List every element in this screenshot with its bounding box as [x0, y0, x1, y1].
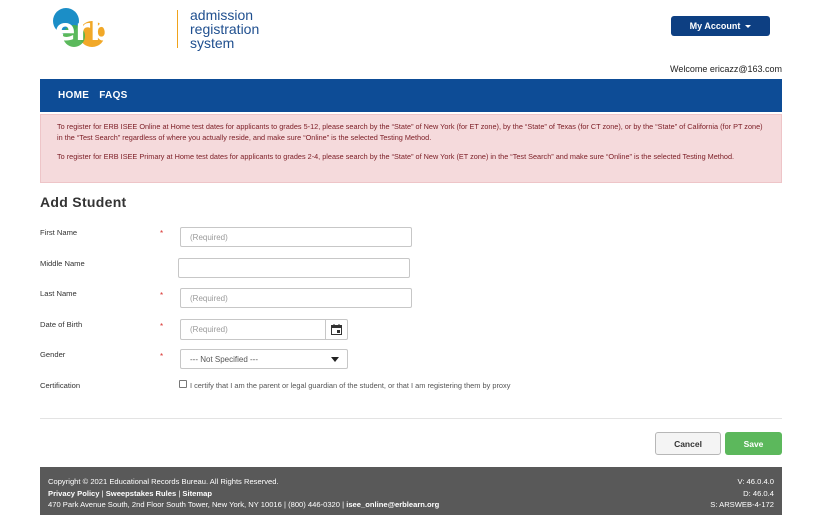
save-button[interactable]: Save — [725, 432, 782, 455]
logo-title-line: system — [190, 35, 235, 51]
sitemap-link[interactable]: Sitemap — [182, 488, 212, 498]
version-line: S: ARSWEB-4-172 — [710, 500, 774, 509]
logo-title — [190, 8, 259, 50]
footer-address — [48, 499, 774, 511]
required-marker: * — [160, 229, 164, 238]
required-marker: * — [160, 322, 164, 331]
page-title: Add Student — [40, 194, 127, 210]
main-navbar — [40, 79, 782, 112]
first-name-input[interactable]: (Required) — [180, 227, 412, 247]
last-name-input[interactable]: (Required) — [180, 288, 412, 308]
form-divider — [40, 418, 782, 419]
gender-select[interactable] — [180, 349, 348, 369]
calendar-icon — [331, 324, 342, 335]
certification-text: I certify that I am the parent or legal guardian of the student, or that I am registering them by proxy — [190, 381, 511, 390]
middle-name-input[interactable] — [178, 258, 410, 278]
gender-label: Gender — [40, 350, 66, 359]
version-line: D: 46.0.4 — [743, 488, 774, 498]
logo-letters: erb — [55, 13, 112, 48]
required-marker: * — [160, 291, 164, 300]
middle-name-label: Middle Name — [40, 259, 85, 268]
testing-notice-alert — [40, 114, 782, 183]
copyright-text: Copyright © 2021 Educational Records Bureau. All Rights Reserved. — [48, 477, 279, 486]
logo-divider — [177, 10, 178, 48]
version-line: V: 46.0.4.0 — [737, 477, 774, 486]
erb-logo[interactable] — [52, 6, 260, 51]
certification-label: Certification — [40, 381, 81, 390]
address-text: 470 Park Avenue South, 2nd Floor South Tower, New York, NY 10016 | (800) 446-0320 | — [48, 500, 347, 509]
support-email-link[interactable]: isee_online@erblearn.org — [346, 500, 440, 509]
required-marker: * — [160, 352, 164, 361]
dob-input[interactable]: (Required) — [190, 325, 228, 334]
erb-logo-mark — [52, 6, 172, 50]
welcome-message: Welcome ericazz@163.com — [669, 64, 782, 74]
link-separator: | — [176, 488, 183, 498]
version-info — [710, 476, 774, 511]
calendar-button[interactable] — [325, 320, 347, 339]
cancel-button[interactable]: Cancel — [655, 432, 721, 455]
nav-home-link[interactable]: HOME — [58, 90, 90, 101]
first-name-label: First Name — [40, 228, 78, 237]
dob-label: Date of Birth — [40, 320, 83, 329]
sweepstakes-rules-link[interactable]: Sweepstakes Rules — [105, 488, 177, 498]
my-account-button[interactable] — [671, 16, 770, 36]
logo-title-line: registration — [190, 21, 260, 37]
footer-links — [48, 488, 774, 500]
dropdown-arrow-icon — [331, 357, 339, 362]
last-name-label: Last Name — [40, 289, 77, 298]
alert-paragraph: To register for ERB ISEE Primary at Home test dates for applicants to grades 2-4, please search by the “State” of New York (ET zone) in the “Test Search” and make sure “Online” is the selected Testing Method. — [57, 152, 735, 161]
page-footer — [40, 467, 782, 515]
nav-faqs-link[interactable]: FAQS — [99, 90, 128, 101]
logo-title-line: admission — [190, 7, 254, 23]
my-account-label: My Account — [689, 21, 741, 31]
caret-down-icon — [745, 25, 751, 28]
link-separator: | — [99, 488, 106, 498]
privacy-policy-link[interactable]: Privacy Policy — [48, 488, 100, 498]
gender-selected-value: --- Not Specified --- — [190, 354, 259, 364]
certification-checkbox[interactable] — [179, 380, 187, 388]
alert-paragraph: To register for ERB ISEE Online at Home test dates for applicants to grades 5-12, please search by the “State” of New York (for ET zone), by the “State” of Texas (for CT zone), or by the “State” of California (for PT zone) in the “Test Search” regardless of where you actually reside, and make sure “Online” is the selected Testing Method. — [57, 122, 763, 142]
dob-field — [180, 319, 348, 340]
